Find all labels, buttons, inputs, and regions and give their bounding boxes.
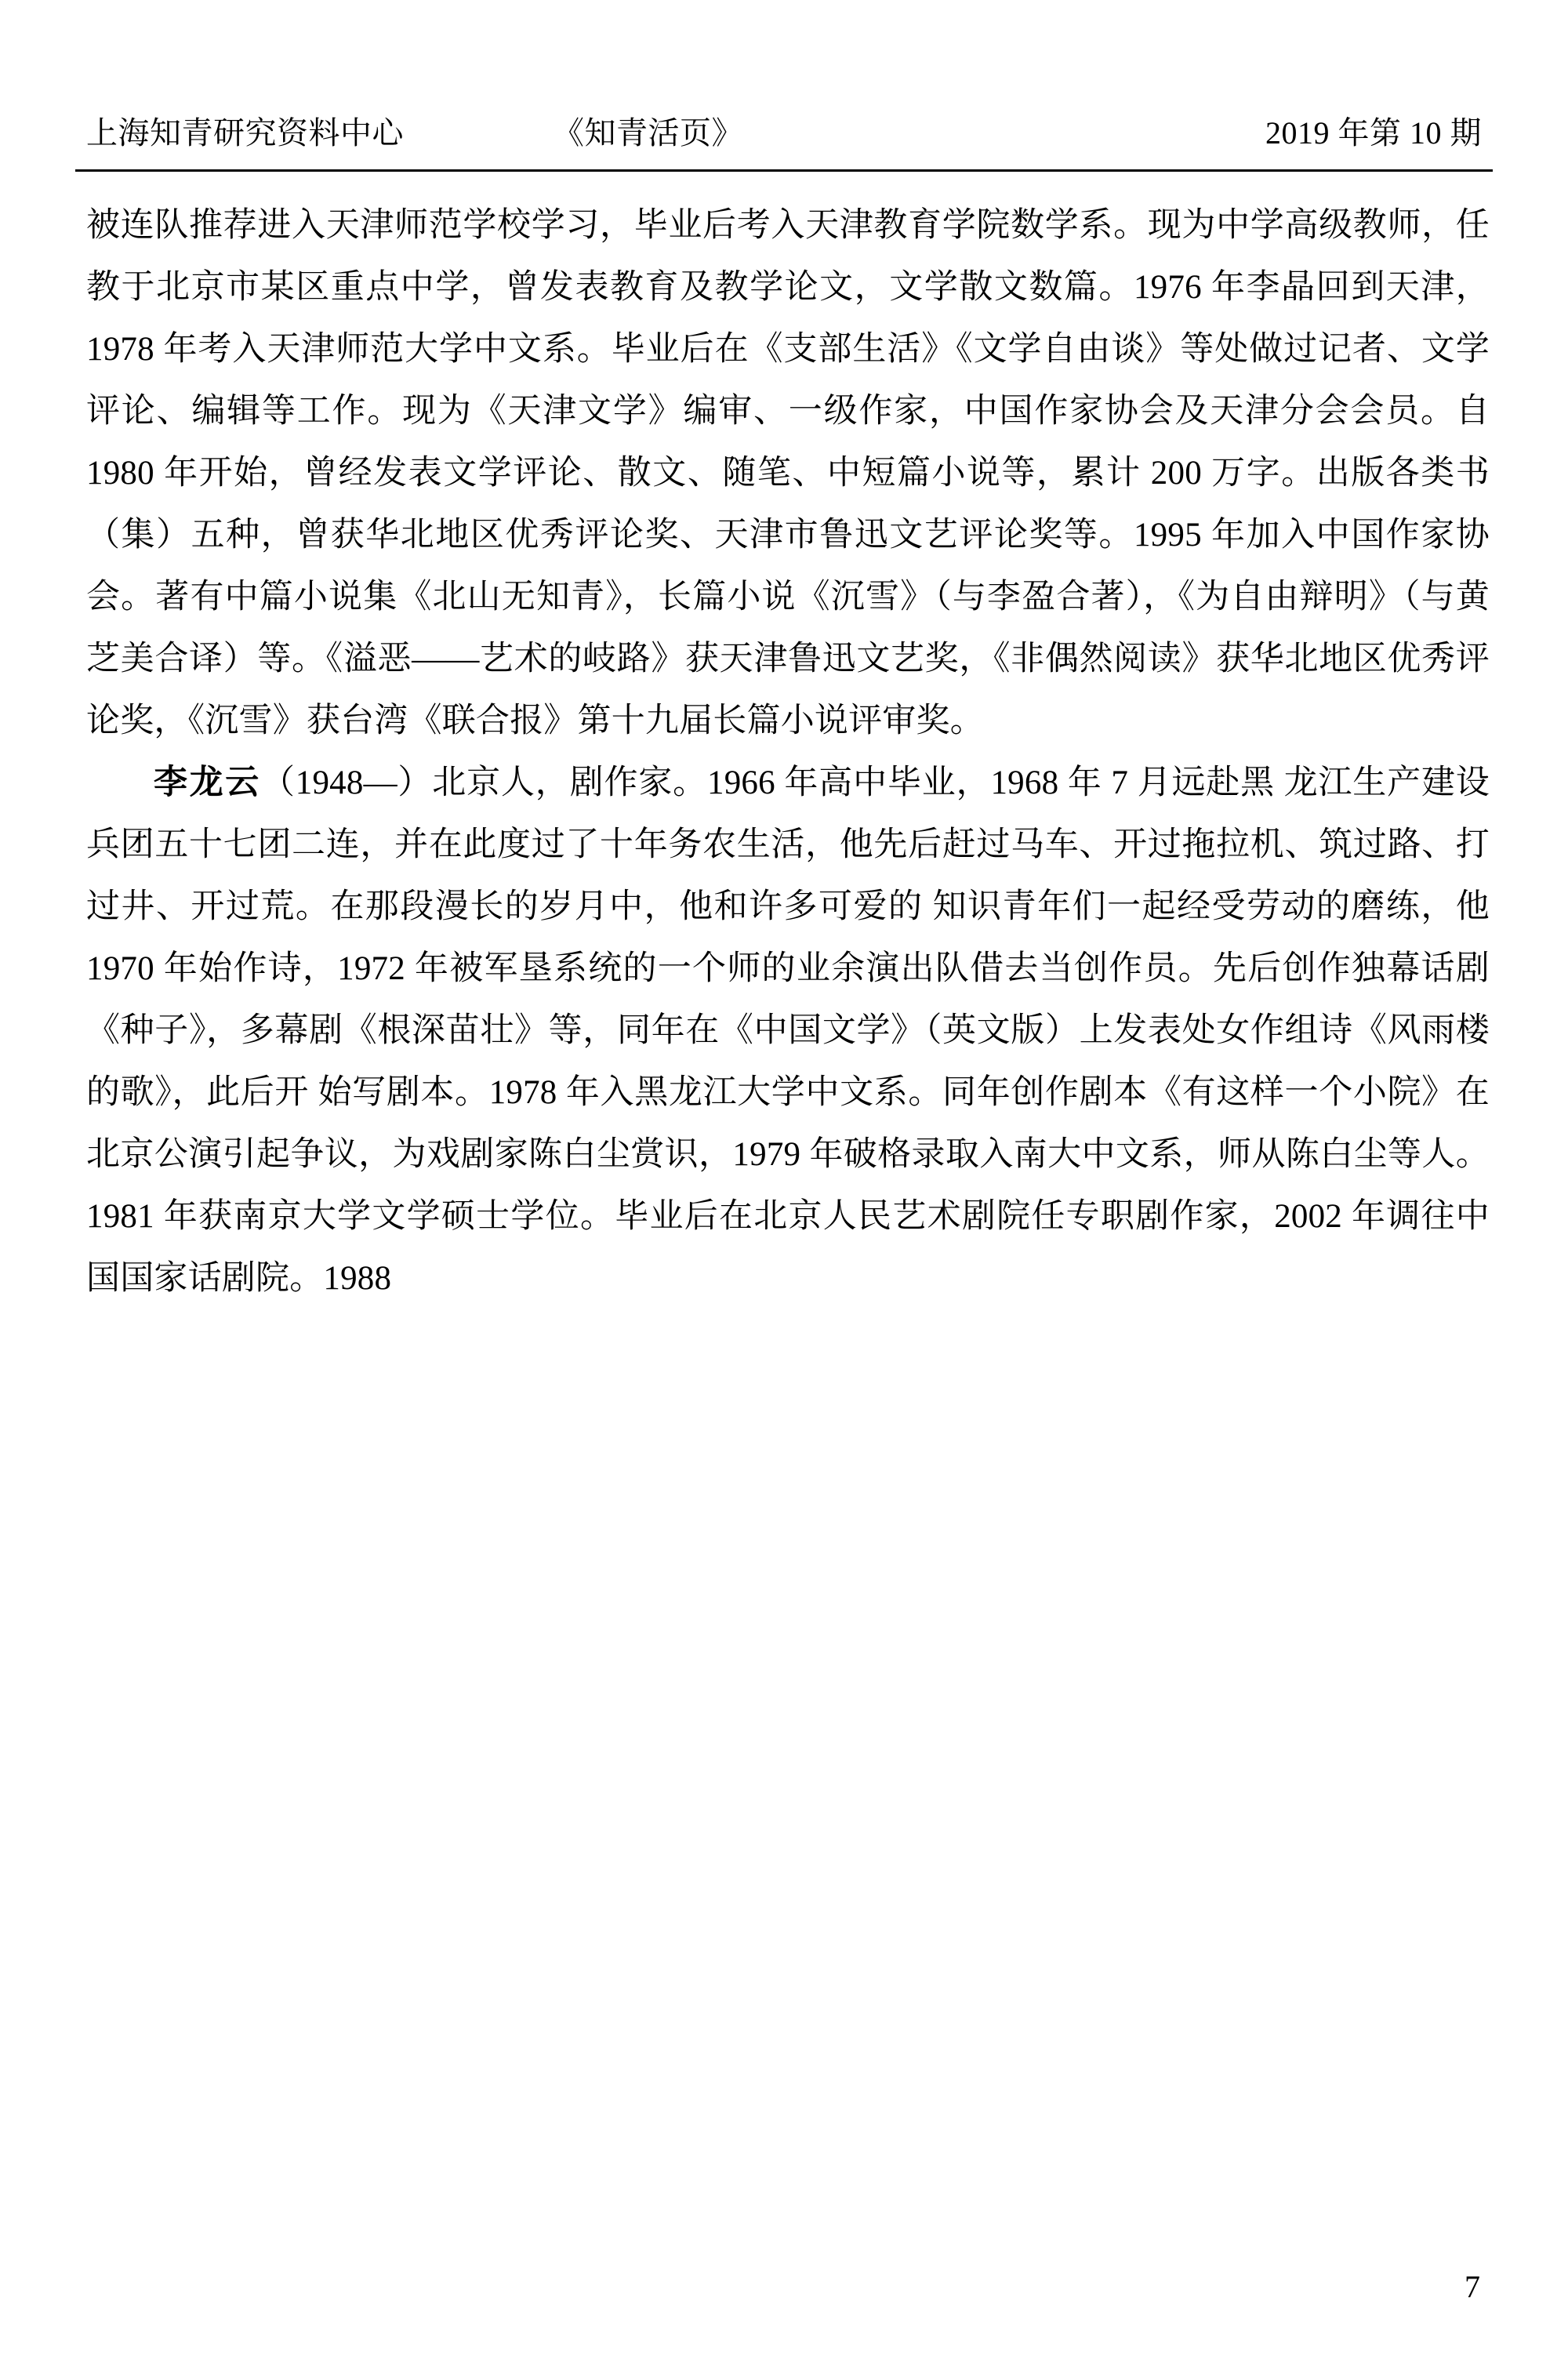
header-organization: 上海知青研究资料中心 (86, 115, 404, 151)
page-header (86, 93, 1482, 149)
body-paragraph-2 (86, 752, 1490, 1309)
header-publication-title: 《知青活页》 (553, 115, 743, 151)
biography-subject-text: （1948—）北京人，剧作家。1966 年高中毕业，1968 年 7 月远赴黑 龙江生产建设兵团五十七团二连，并在此度过了十年务农生活，他先后赶过马车、开过拖拉机、筑过路、打过井、开过荒。在那段漫长的岁月中，他和许多可爱的 知识青年们一起经受劳动的磨练，他 1970 年始作诗，1972 年被军垦系统的一个师的业余演出队借去当创作员。先后创作独幕话剧《种子》，多幕剧《根深苗壮》等，同年在《中国文学》（英文版）上发表处女作组诗《风雨楼的歌》，此后开 始写剧本。1978 年入黑龙江大学中文系。同年创作剧本《有这样一个小院》在北京公演引起争议，为戏剧家陈白尘赏识，1979 年破格录取入南大中文系，师从陈白尘等人。1981 年获南京大学文学硕士学位。毕业后在北京人民艺术剧院任专职剧作家，2002 年调往中国国家话剧院。1988 (86, 764, 1490, 1297)
page-content (86, 194, 1490, 1309)
header-divider (75, 169, 1493, 172)
header-issue: 2019 年第 10 期 (1265, 115, 1482, 151)
body-paragraph-1: 被连队推荐进入天津师范学校学习，毕业后考入天津教育学院数学系。现为中学高级教师，任教于北京市某区重点中学，曾发表教育及教学论文，文学散文数篇。1976 年李晶回到天津，1978 年考入天津师范大学中文系。毕业后在《支部生活》《文学自由谈》等处做过记者、文学评论、编辑等工作。现为《天津文学》编审、一级作家，中国作家协会及天津分会会员。自 1980 年开始，曾经发表文学评论、散文、随笔、中短篇小说等，累计 200 万字。出版各类书（集）五种，曾获华北地区优秀评论奖、天津市鲁迅文艺评论奖等。1995 年加入中国作家协会。著有中篇小说集《北山无知青》，长篇小说《沉雪》（与李盈合著），《为自由辩明》（与黄芝美合译）等。《溢恶——艺术的岐路》获天津鲁迅文艺奖，《非偶然阅读》获华北地区优秀评论奖，《沉雪》获台湾《联合报》第十九届长篇小说评审奖。 (86, 207, 1490, 739)
biography-subject-name: 李龙云 (154, 764, 261, 801)
page-number: 7 (1465, 2269, 1480, 2304)
